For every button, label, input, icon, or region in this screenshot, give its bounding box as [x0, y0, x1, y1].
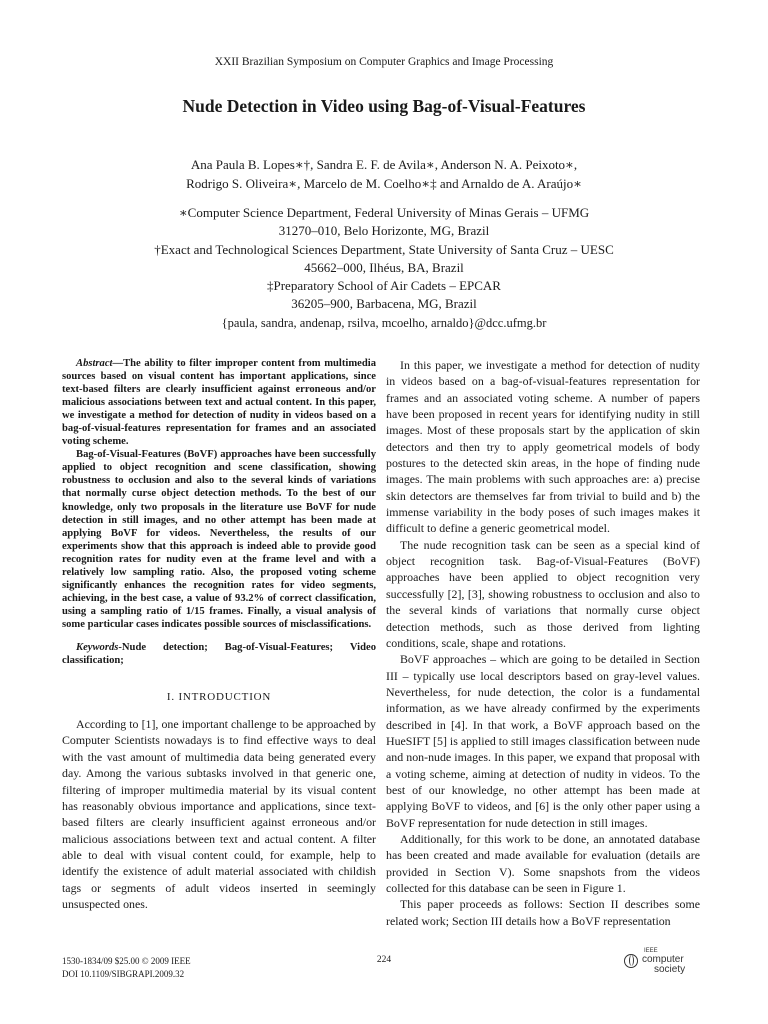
- section-heading-introduction: [62, 691, 376, 704]
- keywords-label: Keywords: [76, 641, 119, 653]
- affiliation-line: 45662–000, Ilhéus, BA, Brazil: [304, 259, 464, 275]
- author-list: [0, 155, 768, 193]
- affiliations: [0, 204, 768, 314]
- keywords: [62, 641, 376, 667]
- conference-name: XXII Brazilian Symposium on Computer Graphics and Image Processing: [214, 56, 554, 68]
- body-paragraph: According to [1], one important challenge to be approached by Computer Scientists nowadays is to find effective ways to deal with the vast amount of multimedia data being generated every day. Among the various subtasks involved in that generic one, filtering of improper multimedia material by its visual content has reasonably obvious importance and applications, since text-based filters are clearly insufficient against erroneous and/or malicious associations between text and actual content. A filter able to deal with visual content could, for example, help to identify the existence of adult material associated with childish tags or segments of adult videos inserted in seemingly unsuspected ones.: [62, 717, 376, 911]
- author-line-2: Rodrigo S. Oliveira∗, Marcelo de M. Coelho∗‡ and Arnaldo de A. Araújo∗: [186, 176, 582, 191]
- keywords-text: -Nude detection; Bag-of-Visual-Features; Video classification;: [62, 641, 376, 667]
- body-paragraph: The nude recognition task can be seen as a special kind of object recognition task. Bag-of-Visual-Features (BoVF) approaches have been applied to object recognition very successfully [2], [3], showing robustness to occlusion and also to the several kinds of variations that normally curse object detection methods, such as those derived from lighting conditions, scale, shape and rotations.: [386, 537, 700, 650]
- body-paragraph: In this paper, we investigate a method for detection of nudity in videos based on a bag-of-visual-features representation for frames and an associated voting scheme. A number of papers have been proposed in recent years for identifying nudity in still images. Most of these proposals start by the application of skin detectors and then try to apply geometrical models of body postures to the detected skin areas, in the hope of finding nude images. The main problems with such approaches are: a) precise skin detectors are themselves far from trivial to build and b) the immense variability in the body poses of such images makes it difficult to define a generic geometrical model.: [386, 358, 700, 536]
- left-column: [62, 357, 376, 912]
- body-paragraph: This paper proceeds as follows: Section II describes some related work; Section III details how a BoVF representation: [386, 897, 700, 928]
- affiliation-line: 36205–900, Barbacena, MG, Brazil: [291, 296, 477, 312]
- copyright-line: 1530-1834/09 $25.00 © 2009 IEEE: [62, 956, 191, 966]
- author-emails: {paula, sandra, andenap, rsilva, mcoelho, arnaldo}@dcc.ufmg.br: [221, 316, 547, 330]
- affiliation-line: 31270–010, Belo Horizonte, MG, Brazil: [278, 223, 490, 239]
- globe-icon: [624, 954, 638, 968]
- doi-line: DOI 10.1109/SIBGRAPI.2009.32: [62, 969, 185, 979]
- author-line-1: Ana Paula B. Lopes∗†, Sandra E. F. de Avila∗, Anderson N. A. Peixoto∗,: [190, 157, 578, 172]
- section-title: INTRODUCTION: [178, 691, 272, 704]
- abstract-paragraph-1: —The ability to filter improper content from multimedia sources based on visual content has important applications, since text-based filters are clearly insufficient against erroneous and/or malicious associations between text and actual content. In this paper, we investigate a method for detection of nudity in videos based on a bag-of-visual-features representation for frames and an associated voting scheme.: [62, 358, 376, 448]
- body-paragraph: Additionally, for this work to be done, an annotated database has been created and made available for evaluation (details are provided in Section V). Some snapshots from the videos collected for this database can be seen in Figure 1.: [386, 831, 700, 895]
- right-column: [386, 357, 700, 929]
- introduction-body: [62, 716, 376, 912]
- page-number: 224: [376, 955, 392, 965]
- abstract-paragraph-2: Bag-of-Visual-Features (BoVF) approaches have been successfully applied to object recognition and scene classification, showing robustness to occlusion and also to the several kinds of variations that normally curse object detection methods. To the best of our knowledge, only two proposals in the literature use BoVF for nude detection in still images, and no other attempt has been made at applying BoVF for videos. Nevertheless, the results of our experiments show that this approach is indeed able to provide good recognition rates for nudity even at the frame level and with a relatively low sampling ratio. Also, the proposed voting scheme significantly enhances the recognition rates for video segments, achieving, in the best case, a value of 93.2% of correct classification, using a sampling ratio of 1/15 frames. Finally, a visual analysis of some particular cases indicates possible sources of misclassifications.: [62, 449, 376, 630]
- paper-title: Nude Detection in Video using Bag-of-Visual-Features: [182, 96, 586, 116]
- affiliation-line: ∗Computer Science Department, Federal University of Minas Gerais – UFMG: [178, 205, 590, 220]
- abstract: [62, 357, 376, 631]
- logo-text-line-2: society: [654, 964, 686, 975]
- affiliation-line: †Exact and Technological Sciences Department, State University of Santa Cruz – UESC: [154, 241, 614, 257]
- section-number: I.: [166, 691, 175, 704]
- body-paragraph: BoVF approaches – which are going to be detailed in Section III – typically use local descriptors based on gray-level values. Nevertheless, for nude detection, the color is a fundamental information, as we have already confirmed by the experiments described in [4]. In that work, a BoVF approach based on the HueSIFT [5] is applied to still images classification between nude and non-nude images. In this paper, we expand that proposal with a voting scheme, aiming at detection of nudity in videos. To the best of our knowledge, no other attempt has been made at applying BoVF to videos, and [6] is the only other paper using a BoVF representation for nude detection in still images.: [386, 652, 700, 830]
- affiliation-line: ‡Preparatory School of Air Cadets – EPCAR: [267, 278, 501, 294]
- abstract-label: Abstract: [76, 358, 113, 369]
- ieee-computer-society-logo: [624, 948, 714, 976]
- logo-text-line-1: computer: [642, 954, 684, 965]
- logo-small-text: IEEE: [644, 948, 658, 954]
